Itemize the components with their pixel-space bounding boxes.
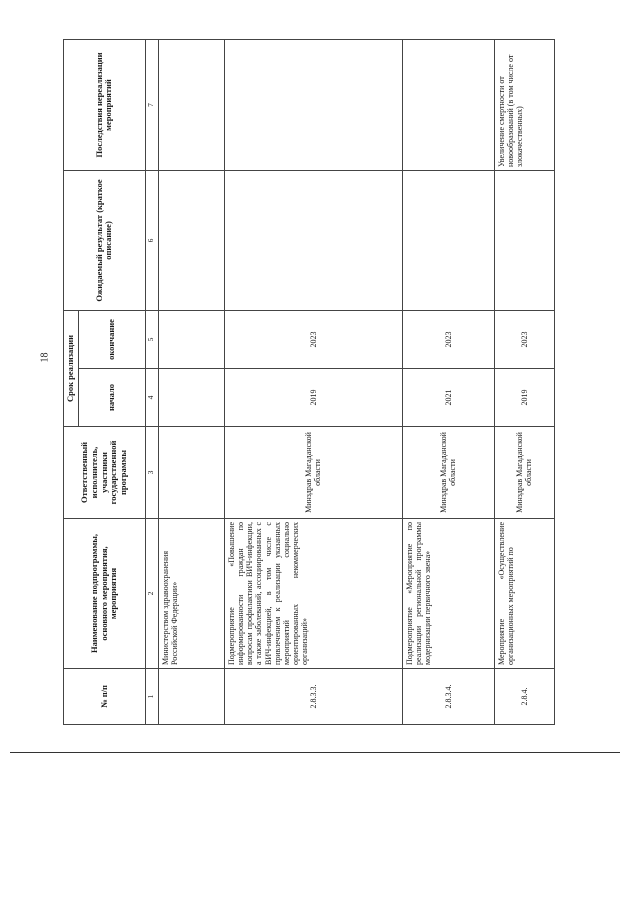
program-activities-table: [63, 39, 555, 725]
row-end: 2023: [402, 311, 494, 369]
column-number: 3: [145, 427, 158, 519]
row-result: [494, 171, 554, 311]
header-end: окончание: [78, 311, 145, 369]
row-code: 2.8.4.: [494, 669, 554, 725]
row-executor: Минздрав Магаданской области: [224, 427, 402, 519]
table-row: [224, 40, 402, 725]
row-result: [402, 171, 494, 311]
row-consequences: [158, 40, 224, 171]
row-start: 2019: [494, 369, 554, 427]
header-period-group: Срок реализации: [64, 311, 79, 427]
row-consequences: Увеличение смертности от новообразований (в том числе от злокачественных): [494, 40, 554, 171]
column-number: 2: [145, 519, 158, 669]
row-code: 2.8.3.4.: [402, 669, 494, 725]
column-number: 5: [145, 311, 158, 369]
row-result: [158, 171, 224, 311]
header-consequences: Последствия нереализации мероприятий: [64, 40, 146, 171]
header-result: Ожидаемый результат (краткое описание): [64, 171, 146, 311]
table-row: [158, 40, 224, 725]
row-end: 2023: [494, 311, 554, 369]
row-start: 2021: [402, 369, 494, 427]
row-result: [224, 171, 402, 311]
header-number: № п/п: [64, 669, 146, 725]
table-row: [402, 40, 494, 725]
row-consequences: [224, 40, 402, 171]
page-number: 18: [39, 352, 51, 363]
table-row: [494, 40, 554, 725]
row-name: Мероприятие «Осуществление организационных мероприятий по: [494, 519, 554, 669]
row-start: [158, 369, 224, 427]
row-executor: Минздрав Магаданской области: [494, 427, 554, 519]
row-name: Подмероприятие «Мероприятие по реализации региональной программы модернизации первичного звена»: [402, 519, 494, 669]
row-code: [158, 669, 224, 725]
row-consequences: [402, 40, 494, 171]
column-number: 4: [145, 369, 158, 427]
row-code: 2.8.3.3.: [224, 669, 402, 725]
row-end: [158, 311, 224, 369]
row-end: 2023: [224, 311, 402, 369]
row-name: Подмероприятие «Повышение информированности граждан по вопросам профилактики ВИЧ-инфекции, а также заболеваний, ассоциированных с ВИЧ-инфекцией, в том числе с привлечением к реализации указанных мероприятий социально ориентированных некоммерческих организаций»: [224, 519, 402, 669]
row-start: 2019: [224, 369, 402, 427]
row-executor: [158, 427, 224, 519]
rotated-table-container: [63, 40, 563, 725]
header-row: [64, 40, 79, 725]
row-executor: Минздрав Магаданской области: [402, 427, 494, 519]
row-name: Министерством здравоохранения Российской Федерации»: [158, 519, 224, 669]
header-executor: Ответственный исполнитель, участники государственной программы: [64, 427, 146, 519]
column-number: 7: [145, 40, 158, 171]
column-number: 6: [145, 171, 158, 311]
header-name: Наименование подпрограммы, основного мероприятия, мероприятия: [64, 519, 146, 669]
column-number: 1: [145, 669, 158, 725]
header-start: начало: [78, 369, 145, 427]
page-divider: [10, 752, 620, 753]
column-number-row: [145, 40, 158, 725]
